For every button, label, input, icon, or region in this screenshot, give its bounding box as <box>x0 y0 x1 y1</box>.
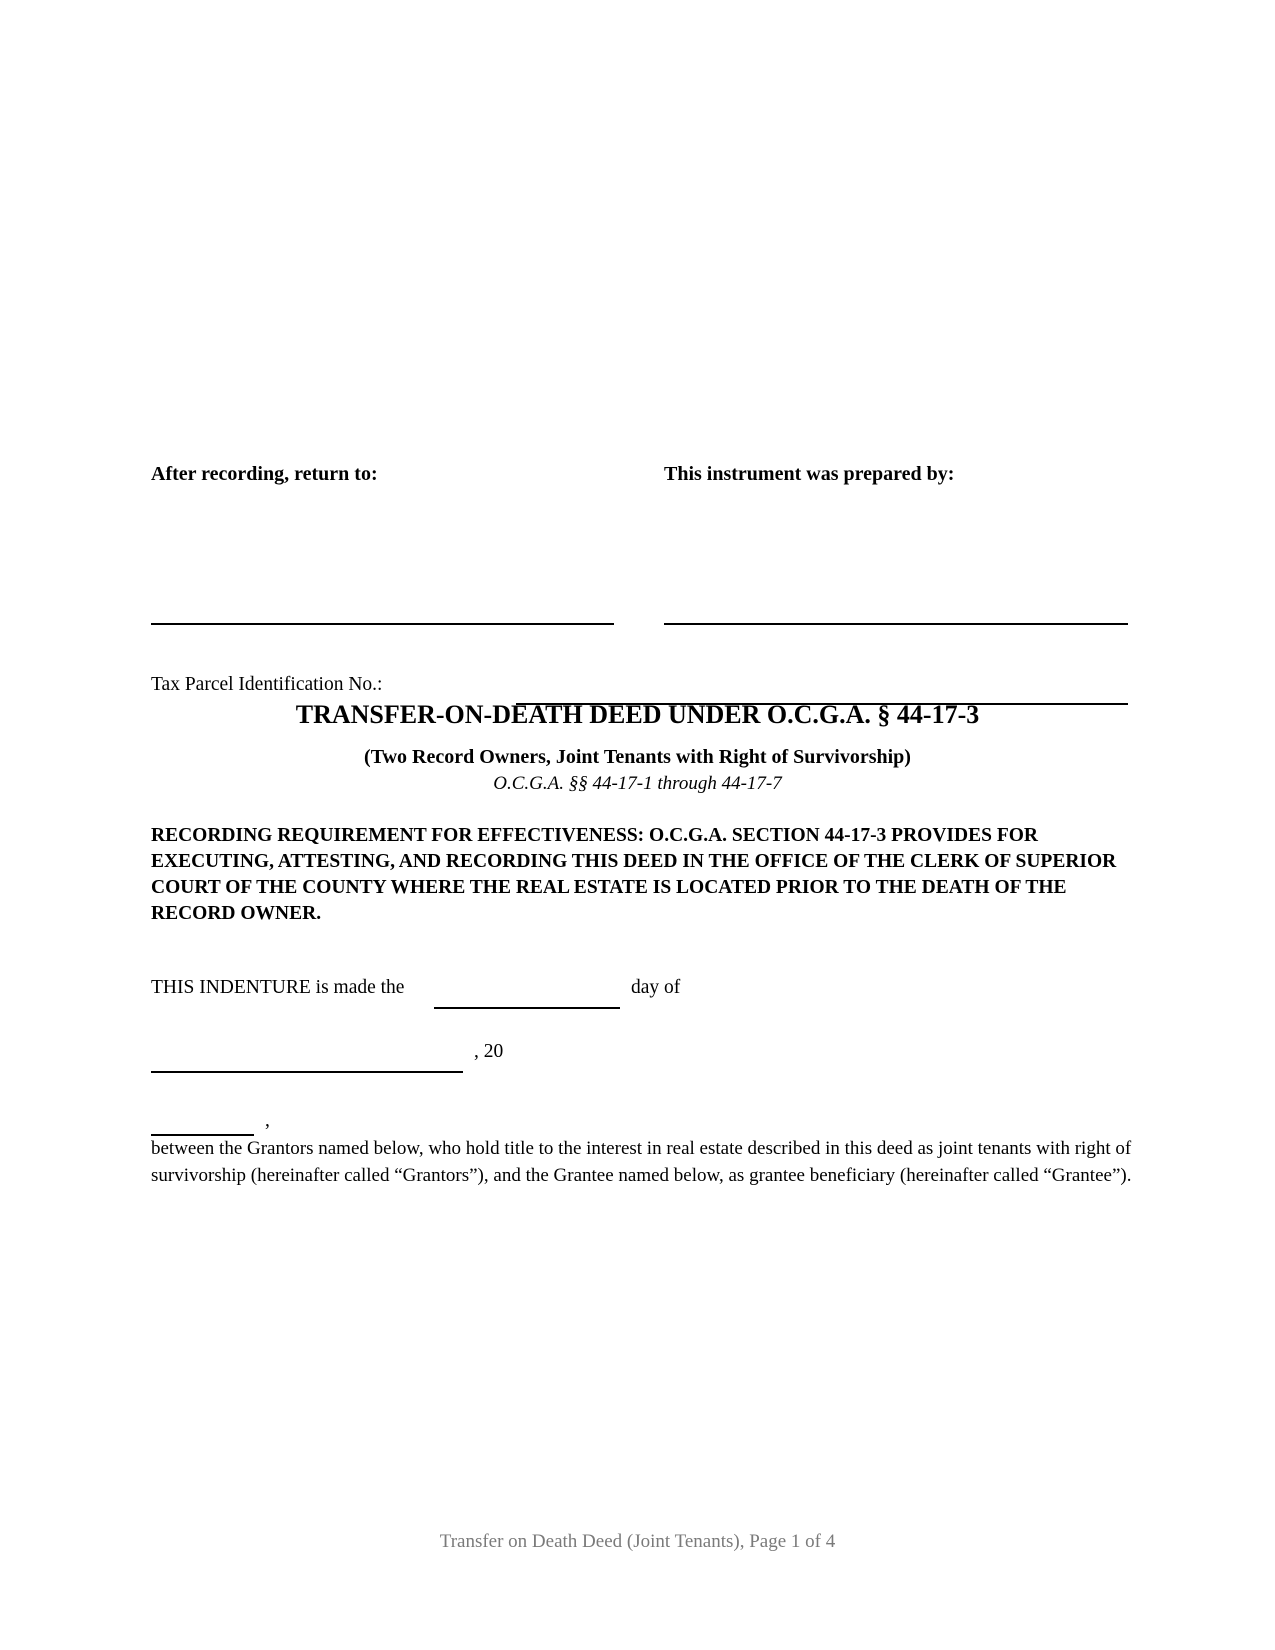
indenture-prefix: THIS INDENTURE is made the <box>151 977 405 998</box>
return-to-label: After recording, return to: <box>151 463 378 485</box>
tax-parcel-label: Tax Parcel Identification No.: <box>151 674 383 695</box>
document-title: TRANSFER-ON-DEATH DEED UNDER O.C.G.A. § 44-17-3 <box>295 700 980 729</box>
indenture-comma: , <box>265 1110 270 1131</box>
indenture-day-field[interactable] <box>434 1007 620 1009</box>
page-footer: Transfer on Death Deed (Joint Tenants), Page 1 of 4 <box>439 1531 836 1552</box>
prepared-by-field[interactable] <box>664 623 1128 625</box>
indenture-month-field[interactable] <box>151 1071 463 1073</box>
indenture-year-prefix: , 20 <box>474 1041 504 1062</box>
document-subtitle: (Two Record Owners, Joint Tenants with Right of Survivorship) <box>364 746 911 768</box>
statute-reference: O.C.G.A. §§ 44-17-1 through 44-17-7 <box>493 773 782 794</box>
return-to-address-field[interactable] <box>151 623 614 625</box>
indenture-day-suffix: day of <box>631 977 681 998</box>
recording-requirement-notice: RECORDING REQUIREMENT FOR EFFECTIVENESS: O.C.G.A. SECTION 44-17-3 PROVIDES FOR EXECUTING, ATTESTING, AND RECORDING THIS DEED IN THE OFFICE OF THE CLERK OF SUPERIOR COURT OF THE COUNTY WHERE THE REAL ESTATE IS LOCATED PRIOR TO THE DEATH OF THE RECORD OWNER. <box>151 825 1117 924</box>
parties-paragraph: between the Grantors named below, who hold title to the interest in real estate described in this deed as joint tenants with right of survivorship (hereinafter called “Grantors”), and the Grantee named below, as grantee beneficiary (hereinafter called “Grantee”). <box>151 1138 1132 1186</box>
prepared-by-label: This instrument was prepared by: <box>664 463 955 485</box>
